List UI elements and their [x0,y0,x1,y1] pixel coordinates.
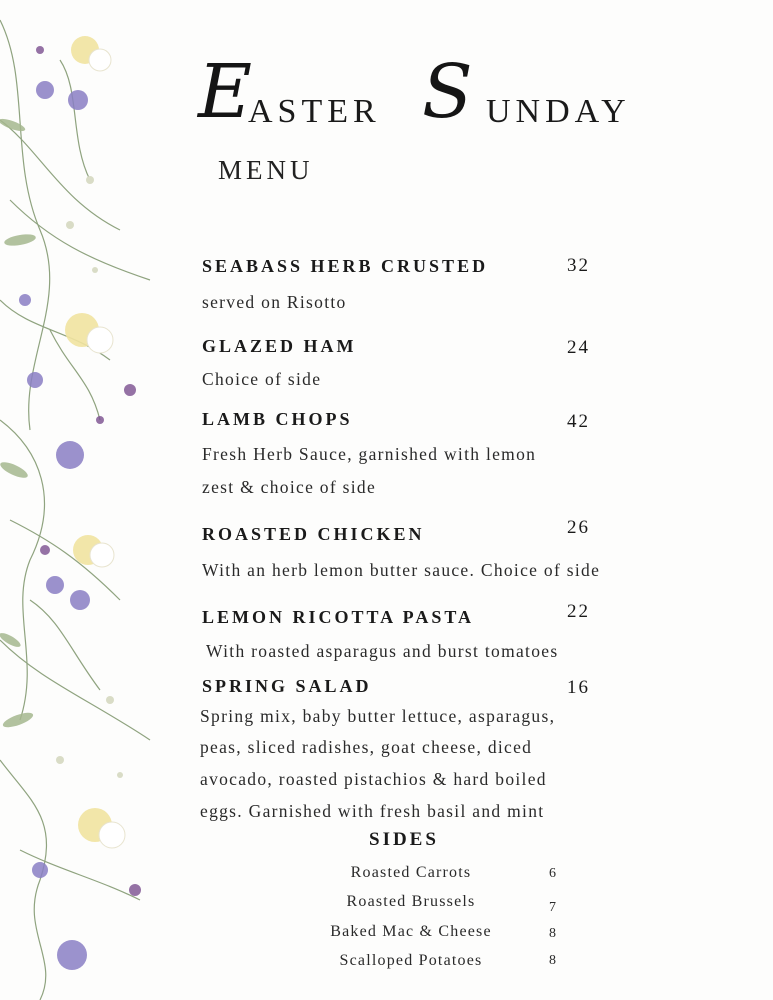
menu-item-description: peas, sliced radishes, goat cheese, diced [200,737,533,757]
menu-item-name: LEMON RICOTTA PASTA [202,607,475,627]
menu-item-description: Choice of side [202,369,322,389]
menu-item-description: served on Risotto [202,292,347,312]
menu-item-description: With roasted asparagus and burst tomatoes [206,641,559,661]
menu-item-description: zest & choice of side [202,477,377,497]
menu-item-price: 16 [567,677,590,698]
side-item-name: Baked Mac & Cheese [330,923,492,940]
title-word-easter: ASTER [248,93,381,130]
side-item-name: Roasted Carrots [350,864,472,881]
menu-item-price: 24 [567,337,590,358]
menu-item-price: 26 [567,517,590,538]
menu-title [190,49,660,145]
menu-item-price: 42 [567,411,590,432]
side-item-price: 8 [549,926,556,941]
title-initial-s: S [422,49,473,135]
side-item-name: Scalloped Potatoes [339,952,483,969]
floral-border-illustration [0,0,175,1000]
side-item-price: 8 [549,953,556,968]
sides-heading: SIDES [369,829,439,850]
menu-item-name: SEABASS HERB CRUSTED [202,256,489,276]
menu-item-description: Fresh Herb Sauce, garnished with lemon [202,444,537,464]
menu-subtitle: MENU [218,155,314,185]
title-initial-e: E [198,49,253,135]
menu-item-name: LAMB CHOPS [202,409,353,429]
menu-item-description: avocado, roasted pistachios & hard boiled [200,769,547,789]
menu-item-price: 22 [567,601,590,622]
menu-item-name: SPRING SALAD [202,676,372,696]
title-word-sunday: UNDAY [486,93,631,130]
side-item-price: 6 [549,866,556,881]
menu-item-name: ROASTED CHICKEN [202,524,425,544]
side-item-price: 7 [549,900,556,915]
side-item-name: Roasted Brussels [346,893,476,910]
menu-item-name: GLAZED HAM [202,336,357,356]
menu-item-description: eggs. Garnished with fresh basil and mint [200,801,545,821]
menu-item-price: 32 [567,255,590,276]
menu-item-description: Spring mix, baby butter lettuce, asparagus, [200,706,556,726]
menu-item-description: With an herb lemon butter sauce. Choice of side [202,560,601,580]
